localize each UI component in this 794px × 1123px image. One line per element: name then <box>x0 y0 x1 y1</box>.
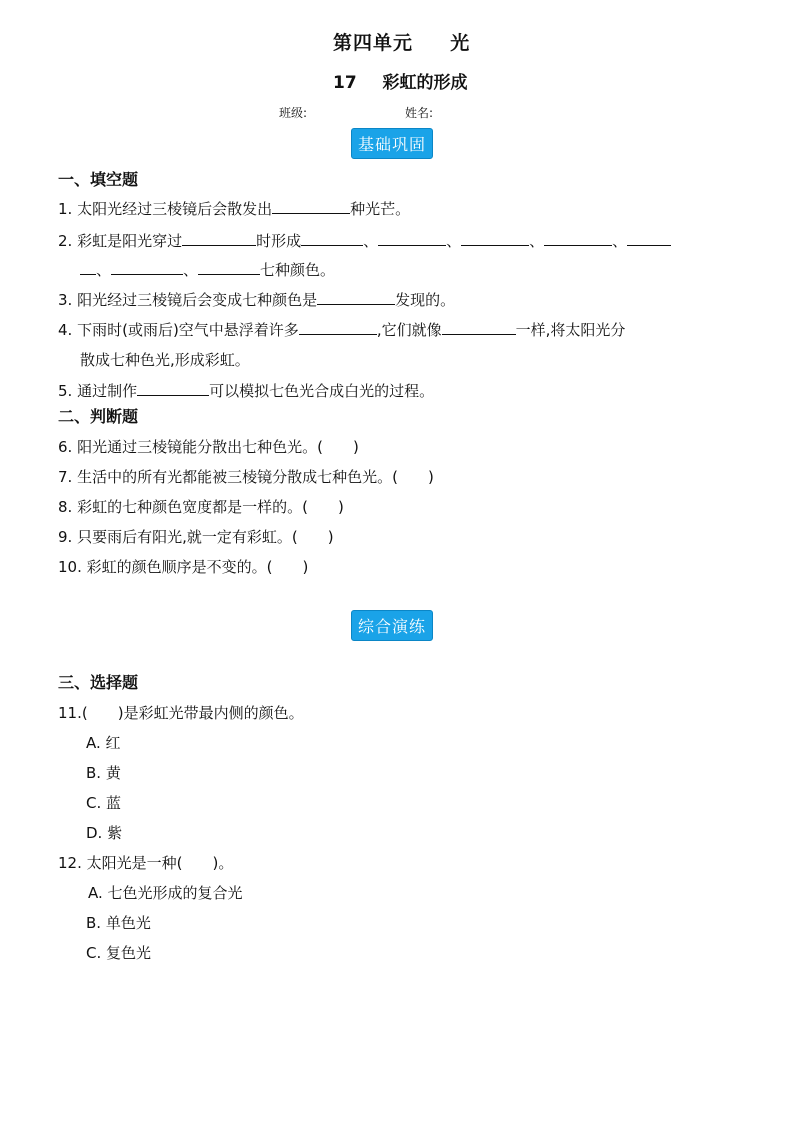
answer-blank[interactable] <box>198 260 260 275</box>
question-2: 2. 彩虹是阳光穿过 时形成 、 、 、 、 <box>58 230 671 251</box>
question-10: 10. 彩虹的颜色顺序是不变的。( ) <box>58 558 309 576</box>
question-11: 11.( )是彩虹光带最内侧的颜色。 <box>58 704 304 722</box>
section-heading-judge: 二、判断题 <box>58 407 139 426</box>
answer-blank[interactable] <box>461 231 529 246</box>
question-8: 8. 彩虹的七种颜色宽度都是一样的。( ) <box>58 498 344 516</box>
question-5: 5. 通过制作 可以模拟七色光合成白光的过程。 <box>58 382 435 400</box>
question-6: 6. 阳光通过三棱镜能分散出七种色光。( ) <box>58 438 359 456</box>
question-3: 3. 阳光经过三棱镜后会变成七种颜色是 发现的。 <box>58 291 456 309</box>
lesson-name: 彩虹的形成 <box>382 73 468 93</box>
answer-blank[interactable] <box>544 231 612 246</box>
option-12-b[interactable]: B. 单色光 <box>86 914 151 932</box>
lesson-number: 17 <box>333 73 357 93</box>
question-12: 12. 太阳光是一种( )。 <box>58 854 234 872</box>
unit-label: 第四单元 <box>333 32 414 54</box>
option-11-b[interactable]: B. 黄 <box>86 764 121 782</box>
section-badge-practice: 综合演练 <box>351 610 433 641</box>
class-label: 班级: <box>279 106 308 120</box>
answer-blank[interactable] <box>301 231 363 246</box>
answer-blank[interactable] <box>627 231 671 246</box>
section-badge-basic: 基础巩固 <box>351 128 433 159</box>
answer-blank[interactable] <box>111 260 183 275</box>
answer-blank[interactable] <box>317 290 395 305</box>
section-heading-choice: 三、选择题 <box>58 673 139 692</box>
unit-topic: 光 <box>450 32 471 54</box>
unit-title <box>333 28 470 55</box>
option-11-d[interactable]: D. 紫 <box>86 824 123 842</box>
question-4-line2: 散成七种色光,形成彩虹。 <box>80 351 250 369</box>
section-heading-fill: 一、填空题 <box>58 170 139 189</box>
answer-blank[interactable] <box>182 231 256 246</box>
answer-blank[interactable] <box>378 231 446 246</box>
option-12-c[interactable]: C. 复色光 <box>86 944 152 962</box>
answer-blank[interactable] <box>272 199 350 214</box>
answer-blank[interactable] <box>442 320 516 335</box>
answer-blank[interactable] <box>299 320 377 335</box>
name-label: 姓名: <box>405 106 434 120</box>
answer-blank[interactable] <box>137 381 209 396</box>
option-11-c[interactable]: C. 蓝 <box>86 794 122 812</box>
answer-blank[interactable] <box>80 260 96 275</box>
question-1: 1. 太阳光经过三棱镜后会散发出 种光芒。 <box>58 200 411 218</box>
question-7: 7. 生活中的所有光都能被三棱镜分散成七种色光。( ) <box>58 468 434 486</box>
question-2-line2: 、 、 七种颜色。 <box>80 259 335 280</box>
lesson-title <box>333 68 468 93</box>
option-12-a[interactable]: A. 七色光形成的复合光 <box>88 884 243 902</box>
question-4: 4. 下雨时(或雨后)空气中悬浮着许多 ,它们就像 一样,将太阳光分 <box>58 321 626 339</box>
option-11-a[interactable]: A. 红 <box>86 734 121 752</box>
question-9: 9. 只要雨后有阳光,就一定有彩虹。( ) <box>58 528 334 546</box>
